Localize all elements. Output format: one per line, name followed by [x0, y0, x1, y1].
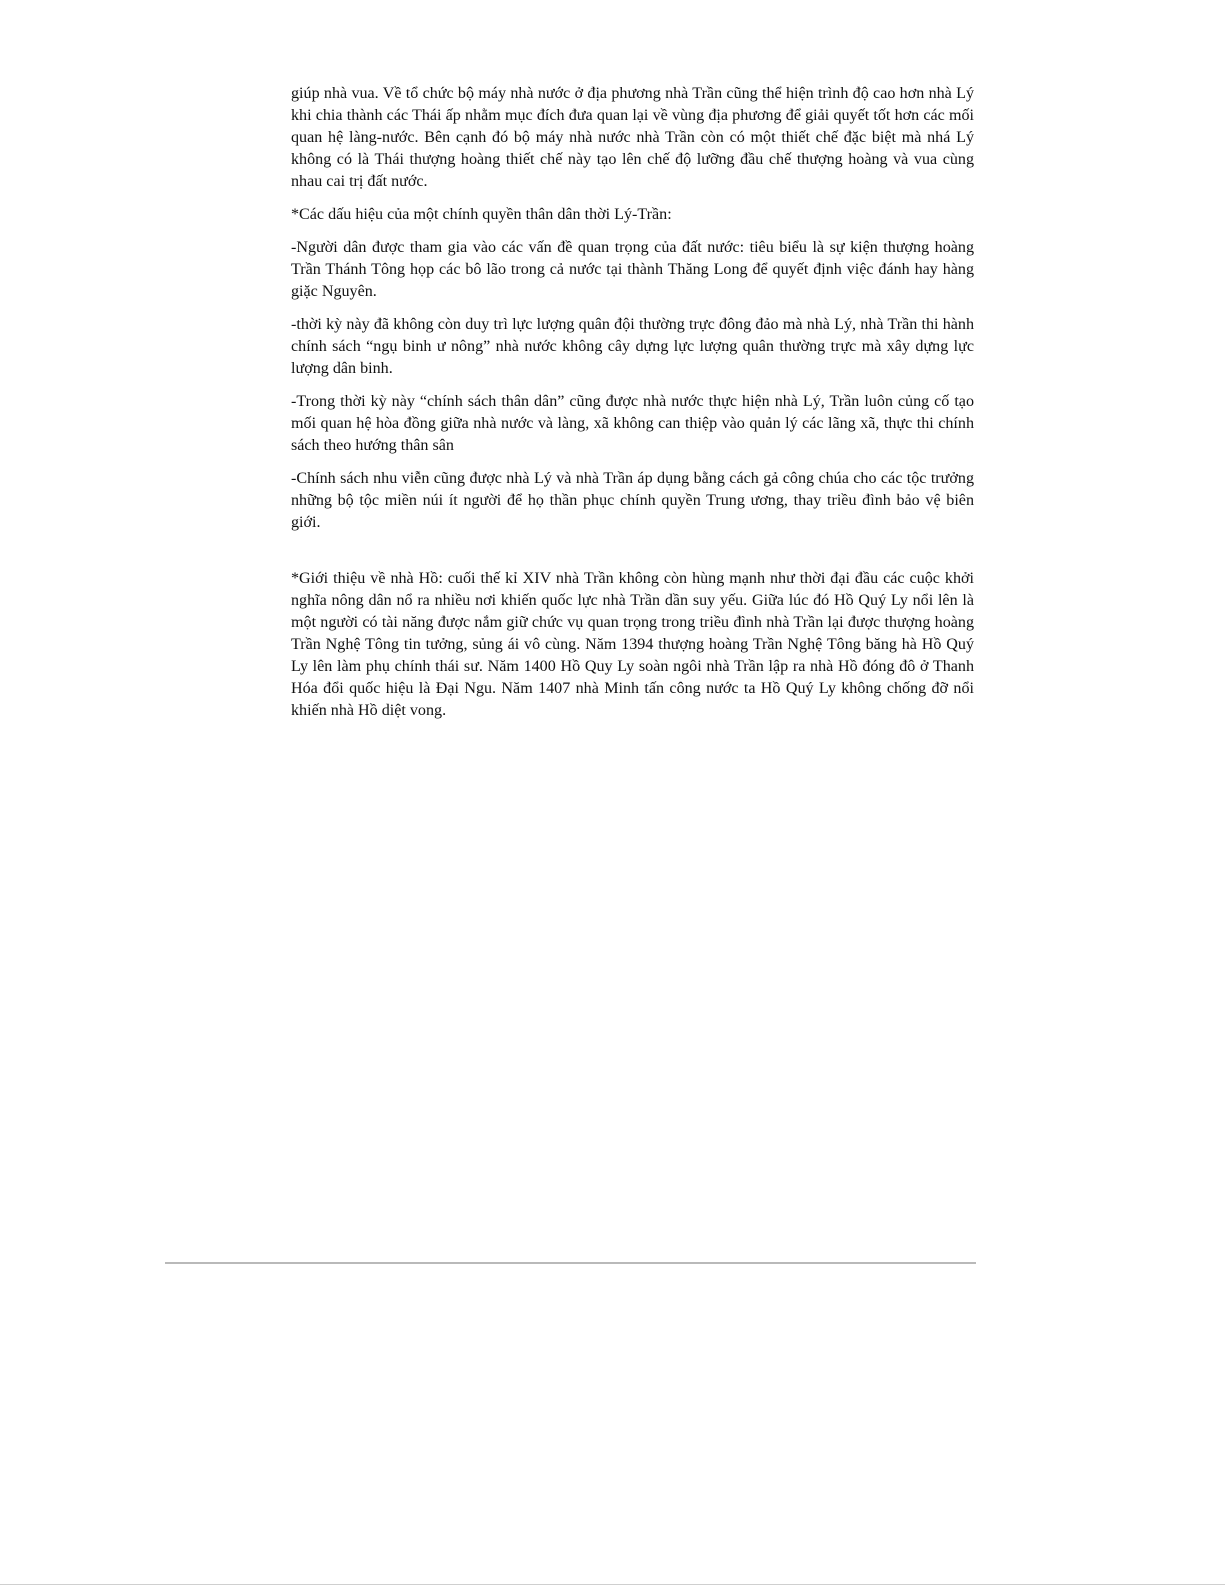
paragraph-people-friendly-policy: -Trong thời kỳ này “chính sách thân dân” cũng được nhà nước thực hiện nhà Lý, Trần luôn củng cố tạo mối quan hệ hòa đồng giữa nhà nước và làng, xã không can thiệp vào quản lý các lãng xã, thực thi chính sách theo hướng thân sân: [291, 393, 974, 454]
paragraph-border-policy: -Chính sách nhu viễn cũng được nhà Lý và nhà Trần áp dụng bằng cách gả công chúa cho các tộc trưởng những bộ tộc miền núi ít người để họ thần phục chính quyền Trung ương, thay triều đình bảo vệ biên giới.: [291, 470, 974, 531]
paragraph-tran-administration: giúp nhà vua. Về tổ chức bộ máy nhà nước ở địa phương nhà Trần cũng thể hiện trình độ cao hơn nhà Lý khi chia thành các Thái ấp nhằm mục đích đưa quan lại về vùng địa phương để giải quyết tốt hơn các mối quan hệ làng-nước. Bên cạnh đó bộ máy nhà nước nhà Trần còn có một thiết chế đặc biệt mà nhá Lý không có là Thái thượng hoàng thiết chế này tạo lên chế độ lưỡng đầu chế thượng hoàng và vua cùng nhau cai trị đất nước.: [291, 85, 974, 190]
paragraph-people-participation: -Người dân được tham gia vào các vấn đề quan trọng của đất nước: tiêu biểu là sự kiện thượng hoàng Trần Thánh Tông họp các bô lão trong cả nước tại thành Thăng Long để quyết định việc đánh hay hàng giặc Nguyên.: [291, 239, 974, 300]
paragraph-ho-dynasty-introduction: *Giới thiệu về nhà Hồ: cuối thế kỉ XIV nhà Trần không còn hùng mạnh như thời đại đầu các cuộc khởi nghĩa nông dân nổ ra nhiều nơi khiến quốc lực nhà Trần dần suy yếu. Giữa lúc đó Hồ Quý Ly nổi lên là một người có tài năng được nắm giữ chức vụ quan trọng trong triều đình nhà Trần lại được thượng hoàng Trần Nghệ Tông tin tưởng, sủng ái vô cùng. Năm 1394 thượng hoàng Trần Nghệ Tông băng hà Hồ Quý Ly lên làm phụ chính thái sư. Năm 1400 Hồ Quy Ly soàn ngôi nhà Trần lập ra nhà Hồ đóng đô ở Thanh Hóa đổi quốc hiệu là Đại Ngu. Năm 1407 nhà Minh tấn công nước ta Hồ Quý Ly không chống đỡ nổi khiến nhà Hồ diệt vong.: [291, 570, 974, 719]
heading-signs-of-people-friendly-government: *Các dấu hiệu của một chính quyền thân dân thời Lý-Trần:: [291, 206, 672, 223]
page-body: [291, 83, 974, 733]
footnote-separator-line: [165, 1262, 976, 1264]
paragraph-militia-policy: -thời kỳ này đã không còn duy trì lực lượng quân đội thường trực đông đảo mà nhà Lý, nhà Trần thi hành chính sách “ngụ binh ư nông” nhà nước không cây dựng lực lượng quân thường trực mà xây dựng lực lượng dân binh.: [291, 316, 974, 377]
